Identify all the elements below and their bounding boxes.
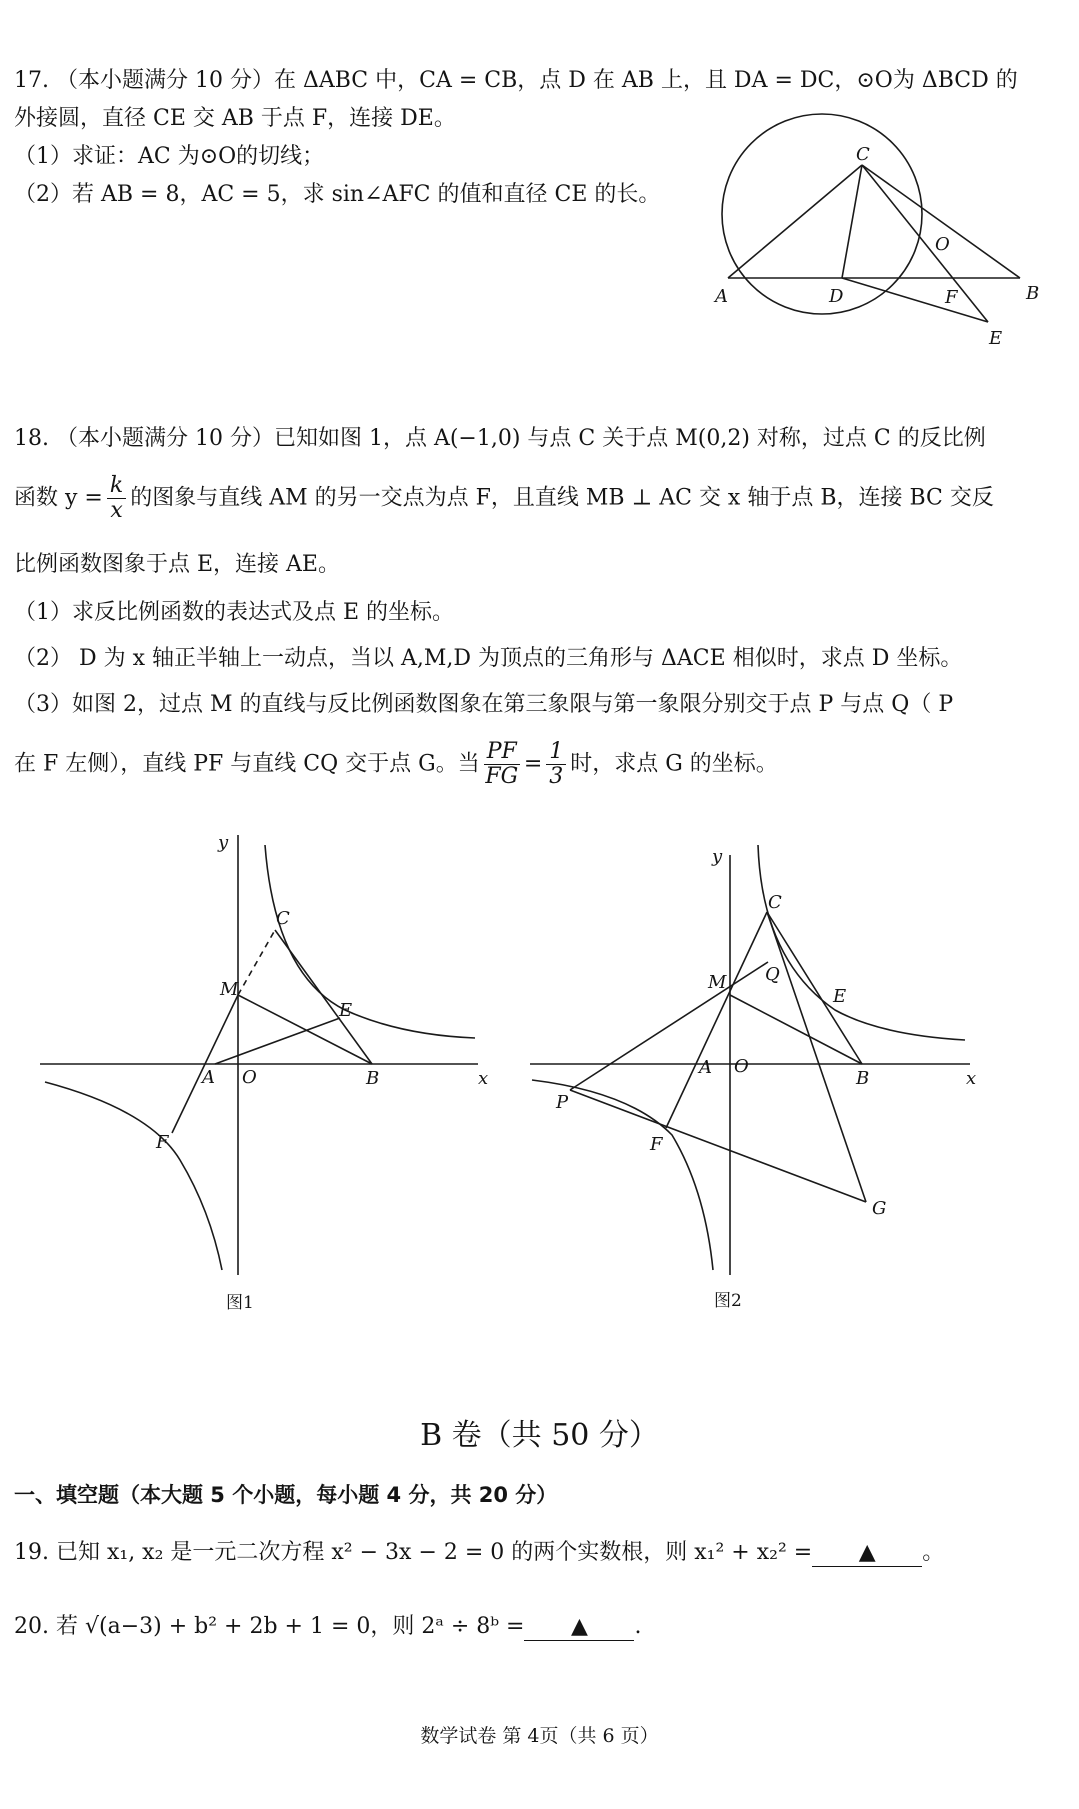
label-a: A <box>715 286 728 307</box>
fraction-one-third: $\frac{1}{3}$ <box>546 740 566 789</box>
q18-stem-line3: 比例函数图象于点 E，连接 AE。 <box>14 552 340 577</box>
section-b-title: B 卷（共 50 分） <box>420 1418 659 1453</box>
fig1-label-a: A <box>202 1067 215 1088</box>
fig2-label-q: Q <box>765 964 780 985</box>
q18-part2: （2） D 为 x 轴正半轴上一动点，当以 A,M,D 为顶点的三角形与 ΔACE 相似时，求点 D 坐标。 <box>14 646 963 671</box>
fig1-caption: 图1 <box>226 1293 254 1313</box>
part-header: 一、填空题（本大题 5 个小题，每小题 4 分，共 20 分） <box>14 1483 558 1507</box>
q18-stem-line1: 18. （本小题满分 10 分）已知如图 1，点 A(−1,0) 与点 C 关于点 M(0,2) 对称，过点 C 的反比例 <box>14 426 986 451</box>
fig1-label-y: y <box>218 832 229 853</box>
label-d: D <box>829 286 844 307</box>
q17-stem-line1: 17. （本小题满分 10 分）在 ΔABC 中，CA = CB，点 D 在 AB 上，且 DA = DC，⊙O为 ΔBCD 的 <box>14 68 1018 93</box>
label-f: F <box>945 287 958 308</box>
line-cg <box>767 912 866 1202</box>
fig2-label-b: B <box>856 1068 870 1089</box>
label-c: C <box>856 144 870 165</box>
fig1-label-f: F <box>156 1132 169 1153</box>
line-fc <box>666 912 767 1128</box>
fig2-label-e: E <box>833 986 847 1007</box>
fig1-label-m: M <box>220 979 239 1000</box>
page-footer: 数学试卷 第 4页（共 6 页） <box>420 1725 659 1747</box>
fig2-caption: 图2 <box>714 1291 742 1311</box>
q17-part1: （1）求证：AC 为⊙O的切线； <box>14 144 325 169</box>
line-cb-2 <box>767 912 862 1064</box>
q17-stem-line2: 外接圆，直径 CE 交 AB 于点 F，连接 DE。 <box>14 106 456 131</box>
fig2-label-a: A <box>699 1057 712 1078</box>
q18-part1: （1）求反比例函数的表达式及点 E 的坐标。 <box>14 600 455 625</box>
q20-answer-blank: ▲ <box>524 1614 634 1641</box>
q19-answer-blank: ▲ <box>812 1540 922 1567</box>
fig2-label-f: F <box>650 1134 663 1155</box>
fraction-pf-fg: $\frac{PF}{FG}$ <box>485 739 519 789</box>
hyperbola-branch-1-2 <box>758 845 965 1040</box>
fig2-label-o: O <box>734 1056 749 1077</box>
fig1-label-e: E <box>339 1000 353 1021</box>
label-e: E <box>989 328 1003 349</box>
q18-line2-prefix: 函数 y = <box>14 485 103 511</box>
fig2-label-c: C <box>768 892 782 913</box>
q18-line2-suffix: 的图象与直线 AM 的另一交点为点 F，且直线 MB ⊥ AC 交 x 轴于点 B，连接 BC 交反 <box>130 485 994 511</box>
fig1-label-b: B <box>366 1068 380 1089</box>
q20-text: 20. 若 √(a−3) + b² + 2b + 1 = 0，则 2ᵃ ÷ 8ᵇ = <box>14 1614 525 1639</box>
fig2-label-x: x <box>966 1068 977 1089</box>
q17-part2: （2）若 AB = 8，AC = 5，求 sin∠AFC 的值和直径 CE 的长。 <box>14 182 661 207</box>
q19-text: 19. 已知 x₁, x₂ 是一元二次方程 x² − 3x − 2 = 0 的两个实数根，则 x₁² + x₂² = <box>14 1540 813 1565</box>
fig1-label-o: O <box>242 1067 257 1088</box>
q18-part3-line2: 在 F 左侧），直线 PF 与直线 CQ 交于点 G。当 $\frac{PF}{FG}$ = $\frac{1}{3}$ 时，求点 G 的坐标。 <box>14 739 778 789</box>
q20: 20. 若 √(a−3) + b² + 2b + 1 = 0，则 2ᵃ ÷ 8ᵇ = ▲ . <box>14 1614 642 1639</box>
label-b: B <box>1026 283 1040 304</box>
fig1-label-x: x <box>478 1068 489 1089</box>
fig2-label-y: y <box>712 846 723 867</box>
fig2-label-m: M <box>708 972 727 993</box>
q18-part3: （3）如图 2，过点 M 的直线与反比例函数图象在第三象限与第一象限分别交于点 P 与点 Q（ P <box>14 692 954 717</box>
q19: 19. 已知 x₁, x₂ 是一元二次方程 x² − 3x − 2 = 0 的两个实数根，则 x₁² + x₂² = ▲ 。 <box>14 1540 945 1565</box>
line-pg <box>570 1090 866 1202</box>
label-o: O <box>935 234 950 255</box>
fraction-k-over-x: $\frac{k}{x}$ <box>107 474 126 523</box>
fig2-label-p: P <box>556 1092 569 1113</box>
fig2-label-g: G <box>872 1198 887 1219</box>
fig1-label-c: C <box>276 908 290 929</box>
